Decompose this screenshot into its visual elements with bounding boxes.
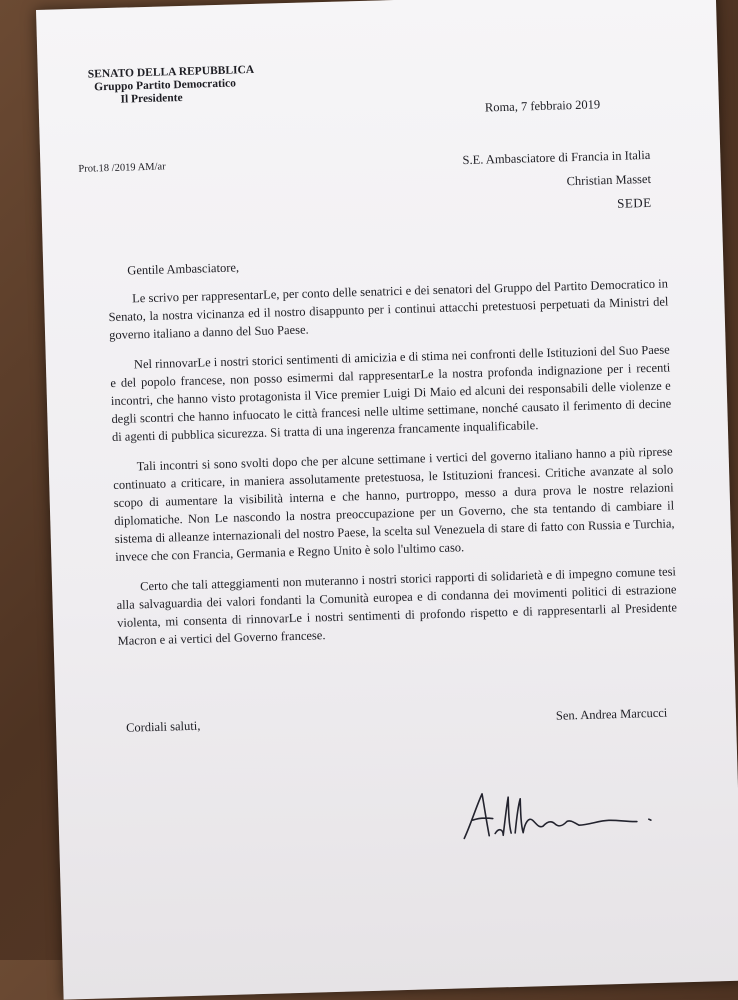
signer-name: Sen. Andrea Marcucci: [555, 705, 668, 723]
letterhead: [88, 64, 255, 108]
recipient-name: Christian Masset: [566, 171, 652, 189]
letterhead-role: Il Presidente: [120, 91, 183, 106]
handwritten-signature: [458, 783, 670, 849]
recipient-location: SEDE: [616, 194, 652, 211]
greeting: Gentile Ambasciatore,: [127, 260, 240, 278]
paragraph-1: Le scrivo per rappresentarLe, per conto delle senatrici e dei senatori del Gruppo del Partito Democratico in Senato, la nostra vicinanza ed il nostro disappunto per i continui attacchi pretestuosi perpetuati da Ministri del governo italiano a danno del Suo Paese.: [108, 276, 669, 343]
recipient-title: S.E. Ambasciatore di Francia in Italia: [462, 147, 651, 168]
letter-body: [108, 274, 678, 661]
closing-salutation: Cordiali saluti,: [125, 718, 201, 735]
signature-stroke: [463, 789, 651, 838]
recipient-block: [462, 143, 652, 220]
letter-sheet: [36, 0, 738, 1000]
paragraph-3: Tali incontri si sono svolti dopo che per alcune settimane i vertici del governo italiano hanno a più riprese continuato a criticare, in maniera assolutamente pretestuosa, le Istituzioni francesi. Critiche avanzate al solo scopo di aumentare la visibilità interna e che hanno, purtroppo, messo a dura prova le nostre relazioni diplomatiche. Non Le nascondo la nostra preoccupazione per un Governo, che sta tentando di cambiare il sistema di alleanze internazionali del nostro Paese, la scelta sul Venezuela di stare di fatto con Russia e Turchia, invece che con Francia, Germania e Regno Unito è solo l'ultimo caso.: [113, 444, 675, 564]
letter-date: Roma, 7 febbraio 2019: [484, 97, 601, 115]
paragraph-4: Certo che tali atteggiamenti non muteranno i nostri storici rapporti di solidarietà e di impegno comune tesi alla salvaguardia dei valori fondanti la Comunità europea e di condanna dei movimenti politici di estrazione violenta, mi consenta di rinnovarLe i nostri sentimenti di profondo rispetto e di rappresentarli al Presidente Macron e ai vertici del Governo francese.: [116, 564, 678, 648]
letterhead-institution: SENATO DELLA REPUBBLICA: [87, 63, 255, 81]
letterhead-group: Gruppo Partito Democratico: [94, 77, 237, 94]
paragraph-2: Nel rinnovarLe i nostri storici sentimenti di amicizia e di stima nei confronti delle Istituzioni del Suo Paese e del popolo francese, non posso esimermi dal rappresentarLe la nostra profonda indignazione per i recenti incontri, che hanno visto protagonista il Vice premier Luigi Di Maio ed alcuni dei responsabili delle violenze e degli scontri che hanno infuocato le città francesi nelle ultime settimane, nonché causato il ferimento di decine di agenti di pubblica sicurezza. Si tratta di una ingerenza francamente inqualificabile.: [110, 342, 672, 445]
protocol-number: Prot.18 /2019 AM/ar: [78, 161, 166, 175]
